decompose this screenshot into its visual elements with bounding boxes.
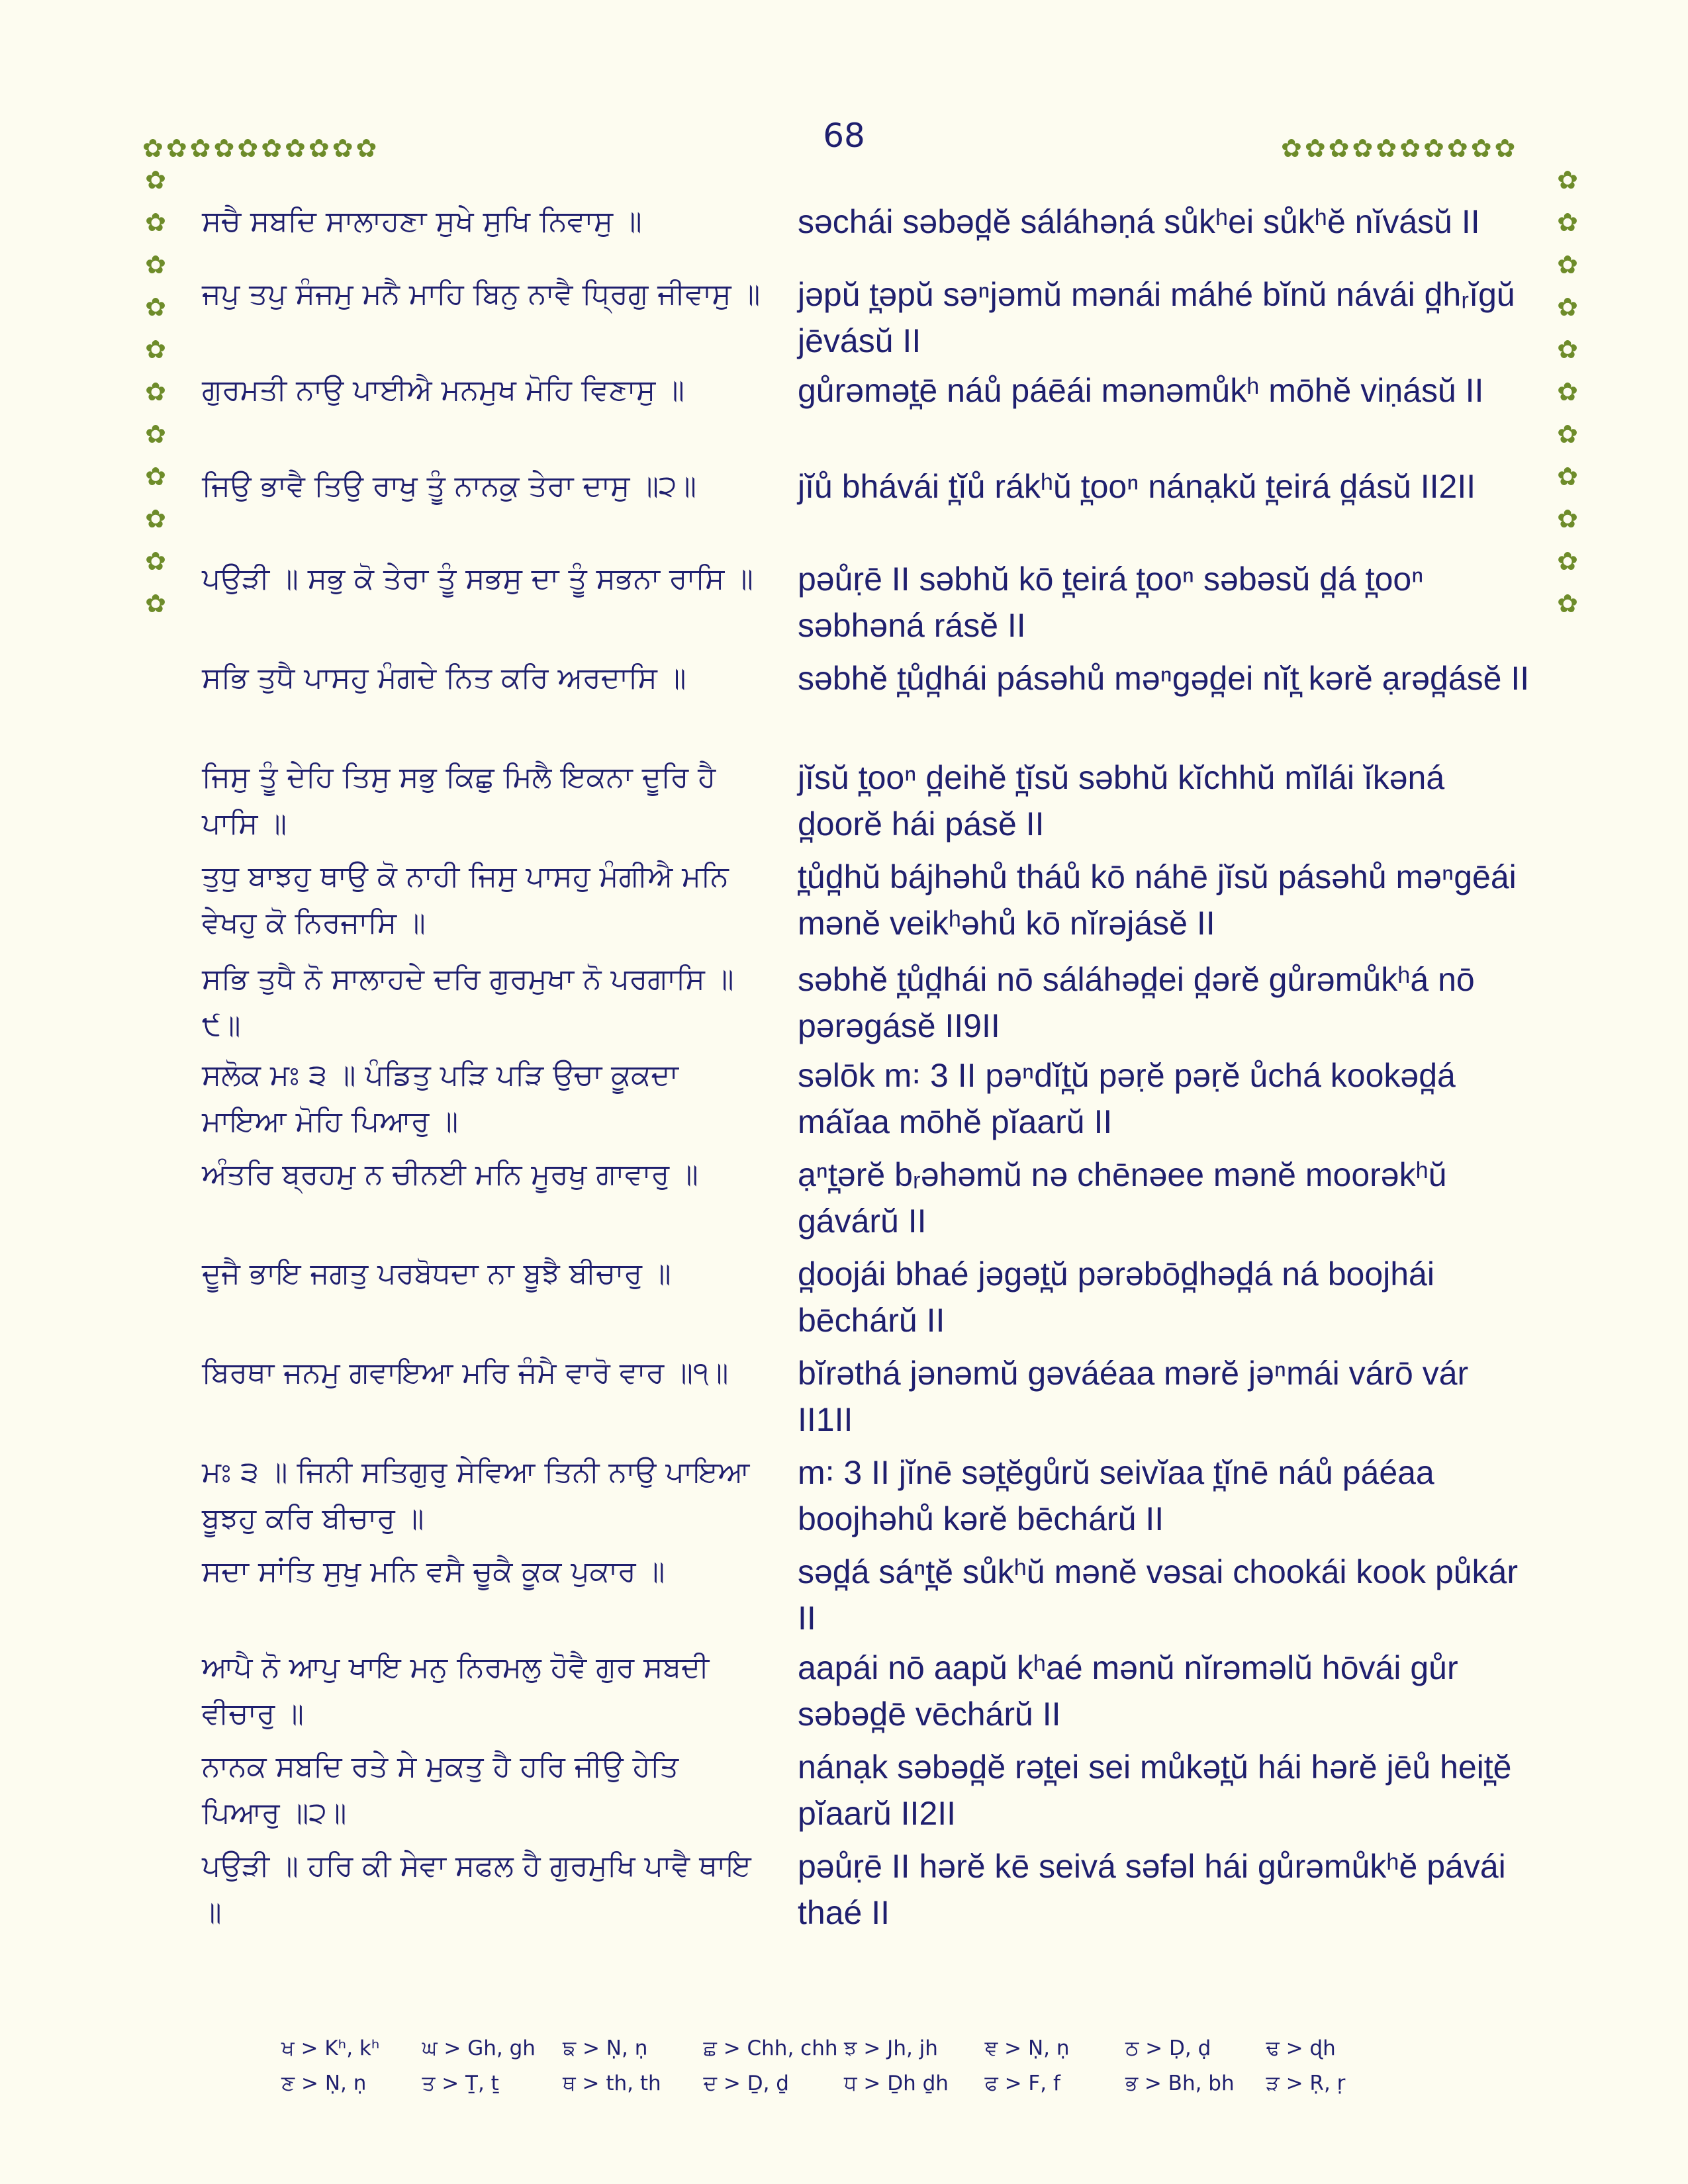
verse-line — [202, 1350, 1532, 1443]
flower-border-left: ✿✿✿✿✿✿✿✿✿✿✿ — [141, 165, 170, 631]
gurmukhi-text: ਆਪੈ ਨੋ ਆਪੁ ਖਾਇ ਮਨੁ ਨਿਰਮਲੁ ਹੋਵੈ ਗੁਰ ਸਬਦੀ ਵੀਚਾਰੁ ॥ — [202, 1651, 710, 1731]
transliteration-text: səchái səbəd̪ĕ sáláhəṇá sůkʰei sůkʰĕ nĭvásŭ II — [798, 203, 1480, 240]
verse-line — [202, 1152, 1532, 1244]
verse-line — [202, 271, 1532, 364]
flower-border-right: ✿✿✿✿✿✿✿✿✿✿✿ — [1553, 165, 1582, 631]
gurmukhi-text: ਸਚੈ ਸਬਦਿ ਸਾਲਾਹਣਾ ਸੁਖੇ ਸੁਖਿ ਨਿਵਾਸੁ ॥ — [202, 205, 642, 238]
transliteration-text: gůrəmət̪ē náů páēái mənəmůkʰ mōhĕ viṇásŭ II — [798, 372, 1484, 409]
transliteration-text: pəůṛē II səbhŭ kō t̪eirá t̪ooⁿ səbəsŭ d̪á t̪ooⁿ səbhəná rásĕ II — [798, 561, 1424, 644]
transliteration-text: səd̪á sáⁿt̪ĕ sůkʰŭ mənĕ vəsai chookái kook půkár II — [798, 1553, 1519, 1637]
legend-entry: ਖ > Kʰ, kʰ — [281, 2036, 380, 2060]
transliteration-text: nánạk səbəd̪ĕ rət̪ei sei můkət̪ŭ hái hərĕ jēů heit̪ĕ pĭaarŭ II2II — [798, 1749, 1512, 1832]
legend-entry: ਞ > Ṇ, ṇ — [984, 2036, 1070, 2060]
transliteration-text: jĭů bhávái t̪ĭů rákʰŭ t̪ooⁿ nánạkŭ t̪eirá d̪ásŭ II2II — [798, 468, 1476, 505]
transliteration-text: səbhĕ t̪ůd̪hái nō sáláhəd̪ei d̪ərĕ gůrəmůkʰá nō pərəgásĕ II9II — [798, 961, 1475, 1044]
verse-line — [202, 1549, 1532, 1641]
verse-line — [202, 655, 1532, 702]
gurmukhi-text: ਬਿਰਥਾ ਜਨਮੁ ਗਵਾਇਆ ਮਰਿ ਜੰਮੈ ਵਾਰੋ ਵਾਰ ॥੧॥ — [202, 1356, 729, 1390]
verse-line — [202, 754, 1532, 847]
legend-entry: ਢ > ɖh — [1266, 2036, 1336, 2060]
verse-line — [202, 1449, 1532, 1542]
transliteration-text: m꞉ 3 II jĭnē sət̪ĕgůrŭ seivĭaa t̪ĭnē náů páéaa boojhəhů kərĕ bēchárŭ II — [798, 1454, 1434, 1537]
transliteration-legend-row-2 — [281, 2073, 1407, 2094]
verse-line — [202, 1251, 1532, 1343]
gurmukhi-text: ਜਿਉ ਭਾਵੈ ਤਿਉ ਰਾਖੁ ਤੂੰ ਨਾਨਕੁ ਤੇਰਾ ਦਾਸੁ ॥੨॥ — [202, 469, 697, 503]
gurmukhi-text: ਨਾਨਕ ਸਬਦਿ ਰਤੇ ਸੇ ਮੁਕਤੁ ਹੈ ਹਰਿ ਜੀਉ ਹੇਤਿ ਪਿਆਰੁ ॥੨॥ — [202, 1750, 679, 1830]
gurmukhi-text: ਅੰਤਰਿ ਬ੍ਰਹਮੁ ਨ ਚੀਨਈ ਮਨਿ ਮੂਰਖੁ ਗਾਵਾਰੁ ॥ — [202, 1158, 698, 1191]
gurmukhi-text: ਸਲੋਕ ਮਃ ੩ ॥ ਪੰਡਿਤੁ ਪੜਿ ਪੜਿ ਉਚਾ ਕੂਕਦਾ ਮਾਇਆ ਮੋਹਿ ਪਿਆਰੁ ॥ — [202, 1058, 679, 1138]
verse-line — [202, 854, 1532, 946]
gurmukhi-text: ਪਉੜੀ ॥ ਸਭੁ ਕੋ ਤੇਰਾ ਤੂੰ ਸਭਸੁ ਦਾ ਤੂੰ ਸਭਨਾ ਰਾਸਿ ॥ — [202, 562, 753, 596]
gurmukhi-text: ਪਉੜੀ ॥ ਹਰਿ ਕੀ ਸੇਵਾ ਸਫਲ ਹੈ ਗੁਰਮੁਖਿ ਪਾਵੈ ਥਾਇ ॥ — [202, 1849, 751, 1929]
transliteration-text: bĭrəthá jənəmŭ gəváéaa mərĕ jəⁿmái várō vár II1II — [798, 1355, 1469, 1438]
transliteration-text: ạⁿt̪ərĕ bᵣəhəmŭ nə chēnəee mənĕ moorəkʰŭ gávárŭ II — [798, 1156, 1447, 1240]
verse-line — [202, 463, 1532, 510]
legend-entry: ਛ > Chh, chh — [703, 2036, 838, 2060]
verse-line — [202, 956, 1532, 1049]
gurmukhi-text: ਦੂਜੈ ਭਾਇ ਜਗਤੁ ਪਰਬੋਧਦਾ ਨਾ ਬੂਝੈ ਬੀਚਾਰੁ ॥ — [202, 1257, 671, 1291]
gurmukhi-text: ਤੁਧੁ ਬਾਝਹੁ ਥਾਉ ਕੋ ਨਾਹੀ ਜਿਸੁ ਪਾਸਹੁ ਮੰਗੀਐ ਮਨਿ ਵੇਖਹੁ ਕੋ ਨਿਰਜਾਸਿ ॥ — [202, 860, 729, 940]
transliteration-text: jĭsŭ t̪ooⁿ d̪eihĕ t̪ĭsŭ səbhŭ kĭchhŭ mĭlái ĭkəná d̪oorĕ hái pásĕ II — [798, 759, 1445, 842]
legend-entry: ਙ > Ṇ, ṇ — [563, 2036, 648, 2060]
page-number: 68 — [823, 116, 865, 155]
legend-entry: ਭ > Bh, bh — [1125, 2071, 1235, 2095]
verse-line — [202, 1843, 1532, 1936]
verse-line — [202, 199, 1532, 245]
transliteration-text: səbhĕ t̪ůd̪hái pásəhů məⁿgəd̪ei nĭt̪ kərĕ ạrəd̪ásĕ II — [798, 660, 1530, 697]
transliteration-text: t̪ůd̪hŭ bájhəhů tháů kō náhē jĭsŭ pásəhů məⁿgēái mənĕ veikʰəhů kō nĭrəjásĕ II — [798, 858, 1517, 942]
verse-line — [202, 1645, 1532, 1737]
gurmukhi-text: ਜਪੁ ਤਪੁ ਸੰਜਮੁ ਮਨੈ ਮਾਹਿ ਬਿਨੁ ਨਾਵੈ ਧ੍ਰਿਗੁ ਜੀਵਾਸੁ ॥ — [202, 277, 761, 311]
legend-entry: ਫ > F, f — [984, 2071, 1060, 2095]
transliteration-text: səlōk m꞉ 3 II pəⁿdĭt̪ŭ pəṛĕ pəṛĕ ůchá kookəd̪á máĭaa mōhĕ pĭaarŭ II — [798, 1057, 1456, 1140]
legend-entry: ਠ > Ḍ, ḍ — [1125, 2036, 1211, 2060]
gurmukhi-text: ਸਦਾ ਸਾਂਤਿ ਸੁਖੁ ਮਨਿ ਵਸੈ ਚੂਕੈ ਕੂਕ ਪੁਕਾਰ ॥ — [202, 1555, 665, 1588]
gurmukhi-text: ਗੁਰਮਤੀ ਨਾਉ ਪਾਈਐ ਮਨਮੁਖ ਮੋਹਿ ਵਿਣਾਸੁ ॥ — [202, 373, 684, 407]
verse-line — [202, 367, 1532, 414]
verse-line — [202, 1052, 1532, 1145]
gurmukhi-text: ਮਃ ੩ ॥ ਜਿਨੀ ਸਤਿਗੁਰੁ ਸੇਵਿਆ ਤਿਨੀ ਨਾਉ ਪਾਇਆ ਬੂਝਹੁ ਕਰਿ ਬੀਚਾਰੁ ॥ — [202, 1455, 750, 1535]
transliteration-legend-row-1 — [281, 2038, 1407, 2059]
verse-line — [202, 556, 1532, 649]
transliteration-text: pəůṛē II hərĕ kē seivá səfəl hái gůrəmůkʰĕ pávái thaé II — [798, 1848, 1506, 1931]
legend-entry: ਣ > Ṇ, ṇ — [281, 2071, 367, 2095]
gurmukhi-text: ਸਭਿ ਤੁਧੈ ਨੋ ਸਾਲਾਹਦੇ ਦਰਿ ਗੁਰਮੁਖਾ ਨੋ ਪਰਗਾਸਿ ॥੯॥ — [202, 962, 734, 1042]
legend-entry: ਧ > Ḏh ḏh — [844, 2071, 949, 2095]
gurmukhi-text: ਸਭਿ ਤੁਧੈ ਪਾਸਹੁ ਮੰਗਦੇ ਨਿਤ ਕਰਿ ਅਰਦਾਸਿ ॥ — [202, 661, 686, 695]
legend-entry: ੜ > Ṛ, ṛ — [1266, 2071, 1346, 2095]
legend-entry: ਝ > Jh, jh — [844, 2036, 938, 2060]
verse-line — [202, 1744, 1532, 1837]
legend-entry: ਤ > Ṯ, ṯ — [422, 2071, 499, 2095]
transliteration-text: jəpŭ t̪əpŭ səⁿjəmŭ mənái máhé bĭnŭ návái d̪hᵣĭgŭ jēvásŭ II — [798, 276, 1515, 359]
gurmukhi-text: ਜਿਸੁ ਤੂੰ ਦੇਹਿ ਤਿਸੁ ਸਭੁ ਕਿਛੁ ਮਿਲੈ ਇਕਨਾ ਦੂਰਿ ਹੈ ਪਾਸਿ ॥ — [202, 760, 716, 841]
flower-border-top-right: ✿✿✿✿✿✿✿✿✿✿ — [1281, 134, 1519, 163]
legend-entry: ਦ > Ḏ, ḏ — [703, 2071, 789, 2095]
legend-entry: ਘ > Gh, gh — [422, 2036, 536, 2060]
transliteration-text: d̪oojái bhaé jəgət̪ŭ pərəbōd̪həd̪á ná boojhái bēchárŭ II — [798, 1255, 1434, 1339]
transliteration-text: aapái nō aapŭ kʰaé mənŭ nĭrəməlŭ hōvái gůr səbəd̪ē vēchárŭ II — [798, 1649, 1458, 1733]
flower-border-top-left: ✿✿✿✿✿✿✿✿✿✿ — [142, 134, 380, 163]
legend-entry: ਥ > th, th — [563, 2071, 661, 2095]
